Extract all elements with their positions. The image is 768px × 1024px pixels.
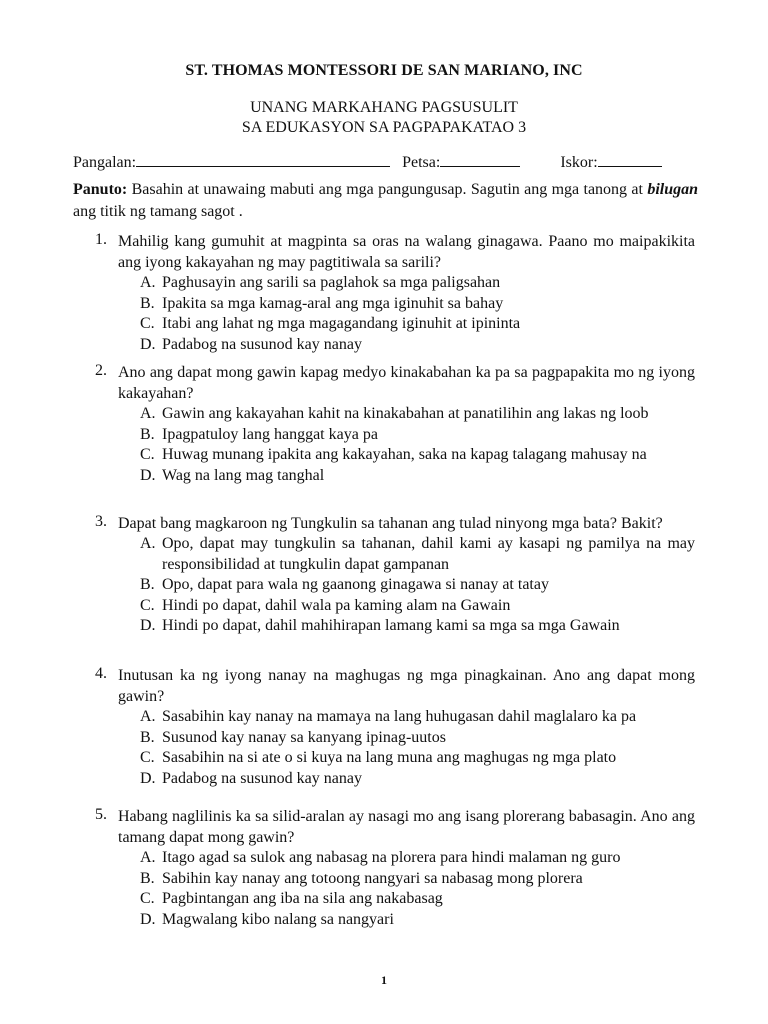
instructions-text-1: Basahin at unawaing mabuti ang mga pangungusap. Sagutin ang mga tanong at [127,181,648,198]
question-2 [95,362,695,486]
question-number: 3. [95,513,107,530]
choices-list [140,404,695,486]
choice-letter: C. [140,315,155,332]
choice-b[interactable] [140,425,695,446]
question-stem: Inutusan ka ng iyong nanay na maghugas ng mga pinagkainan. Ano ang dapat mong gawin? [118,667,695,705]
choice-d[interactable] [140,910,695,931]
instructions-text-2: ang titik ng tamang sagot . [73,203,243,220]
question-4 [95,665,695,789]
choice-text: Sabihin kay nanay ang totoong nangyari sa nabasag mong plorera [162,869,583,887]
choice-c[interactable] [140,889,695,910]
choice-text: Hindi po dapat, dahil wala pa kaming alam na Gawain [162,596,511,614]
exam-title [0,98,768,138]
question-stem: Habang naglilinis ka sa silid-aralan ay nasagi mo ang isang plorerang babasagin. Ano ang tamang dapat mong gawin? [118,808,695,846]
choice-a[interactable] [140,707,695,728]
choice-text: Hindi po dapat, dahil mahihirapan lamang kami sa mga sa mga Gawain [162,617,620,634]
student-info-line [73,152,662,172]
choice-d[interactable] [140,466,695,487]
choice-letter: D. [140,466,156,484]
choice-c[interactable] [140,445,695,466]
choice-letter: A. [140,708,156,725]
choice-letter: B. [140,425,155,443]
question-stem: Mahilig kang gumuhit at magpinta sa oras na walang ginagawa. Paano mo maipakikita ang iyong kakayahan ng may pagtitiwala sa sarili? [118,233,695,271]
choice-d[interactable] [140,335,695,356]
instructions-emphasis: bilugan [647,181,698,198]
exam-title-line-1: UNANG MARKAHANG PAGSUSULIT [250,99,518,116]
choice-letter: A. [140,849,156,866]
choice-letter: D. [140,335,156,353]
question-5 [95,806,695,930]
choice-text: Huwag munang ipakita ang kakayahan, saka na kapag talagang mahusay na [162,446,647,463]
question-3 [95,513,695,637]
choice-a[interactable] [140,404,695,425]
choice-text: Wag na lang mag tanghal [162,466,325,484]
choice-letter: B. [140,728,155,746]
choice-text: Ipakita sa mga kamag-aral ang mga iginuhit sa bahay [162,294,504,312]
choices-list [140,273,695,355]
choice-b[interactable] [140,728,695,749]
score-blank [598,152,662,167]
page-number: 1 [381,973,387,987]
choice-letter: A. [140,535,156,552]
question-stem: Dapat bang magkaroon ng Tungkulin sa tahanan ang tulad ninyong mga bata? Bakit? [118,515,663,532]
choice-text: Padabog na susunod kay nanay [162,335,362,353]
choice-text: Itabi ang lahat ng mga magagandang iginuhit at ipininta [162,315,521,332]
question-number: 1. [95,231,107,248]
choice-a[interactable] [140,848,695,869]
choice-a[interactable] [140,534,695,575]
school-name: ST. THOMAS MONTESSORI DE SAN MARIANO, INC [185,62,583,79]
choices-list [140,534,695,637]
choice-letter: D. [140,910,156,928]
choice-text: Ipagpatuloy lang hanggat kaya pa [162,425,378,443]
choice-b[interactable] [140,575,695,596]
choice-letter: D. [140,617,156,634]
choice-d[interactable] [140,769,695,790]
choice-letter: C. [140,446,155,463]
choice-text: Itago agad sa sulok ang nabasag na plorera para hindi malaman ng guro [162,849,621,866]
choice-letter: B. [140,869,155,887]
instructions [73,179,698,223]
exam-title-line-2: SA EDUKASYON SA PAGPAPAKATAO 3 [241,119,527,136]
date-blank [440,152,520,167]
choices-list [140,848,695,930]
name-label: Pangalan: [73,154,137,171]
question-number: 4. [95,665,107,682]
choice-letter: A. [140,274,156,291]
choice-text: Paghusayin ang sarili sa paglahok sa mga paligsahan [162,274,501,291]
choice-letter: B. [140,576,155,593]
choice-text: Opo, dapat may tungkulin sa tahanan, dahil kami ay kasapi ng pamilya na may responsibilidad at tungkulin dapat gampanan [162,535,695,573]
choice-text: Pagbintangan ang iba na sila ang nakabasag [162,890,443,907]
choice-text: Padabog na susunod kay nanay [162,769,362,787]
choice-letter: D. [140,769,156,787]
question-1 [95,231,695,355]
choice-c[interactable] [140,596,695,617]
choice-letter: C. [140,890,155,907]
choice-text: Magwalang kibo nalang sa nangyari [162,910,394,928]
choice-text: Sasabihin na si ate o si kuya na lang muna ang maghugas ng mga plato [162,749,617,766]
question-number: 5. [95,806,107,823]
instructions-label: Panuto: [73,181,128,198]
choice-a[interactable] [140,273,695,294]
choices-list [140,707,695,789]
choice-b[interactable] [140,869,695,890]
choice-d[interactable] [140,616,695,637]
choice-text: Opo, dapat para wala ng gaanong ginagawa si nanay at tatay [162,576,549,593]
choice-text: Sasabihin kay nanay na mamaya na lang huhugasan dahil maglalaro ka pa [162,708,637,725]
date-label: Petsa: [402,154,441,171]
score-label: Iskor: [560,154,598,171]
choice-c[interactable] [140,748,695,769]
choice-text: Gawin ang kakayahan kahit na kinakabahan at panatilihin ang lakas ng loob [162,405,649,422]
name-blank [136,152,390,167]
choice-text: Susunod kay nanay sa kanyang ipinag-uutos [162,728,446,746]
choice-c[interactable] [140,314,695,335]
question-stem: Ano ang dapat mong gawin kapag medyo kinakabahan ka pa sa pagpapakita mo ng iyong kakayahan? [118,364,695,402]
choice-letter: B. [140,294,155,312]
choice-letter: C. [140,749,155,766]
choice-letter: C. [140,596,155,614]
choice-letter: A. [140,405,156,422]
choice-b[interactable] [140,294,695,315]
question-number: 2. [95,362,107,379]
